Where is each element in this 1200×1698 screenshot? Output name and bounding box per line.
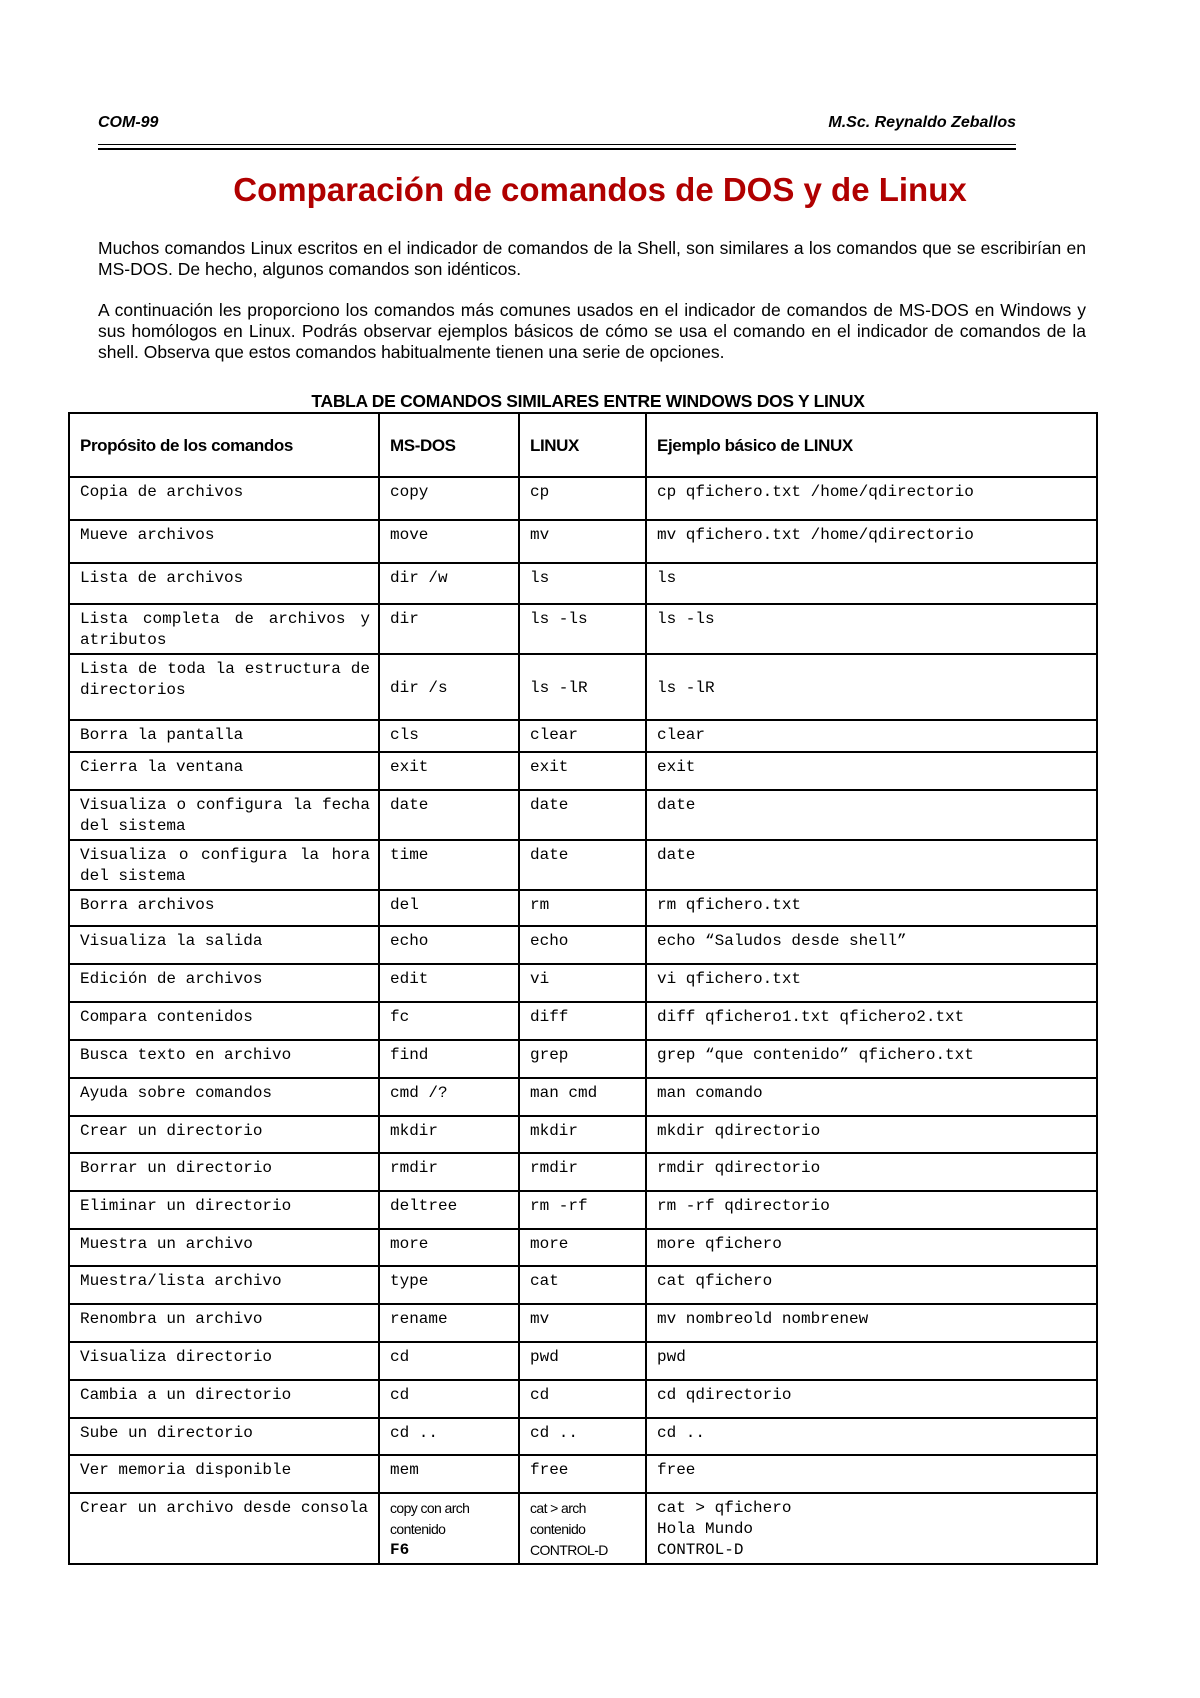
table-row bbox=[69, 1342, 1097, 1380]
cell-msdos: more bbox=[379, 1229, 519, 1266]
cell-msdos: rmdir bbox=[379, 1153, 519, 1191]
cell-purpose: Renombra un archivo bbox=[69, 1304, 379, 1342]
cell-purpose: Busca texto en archivo bbox=[69, 1040, 379, 1078]
cell-example: more qfichero bbox=[646, 1229, 1097, 1266]
cell-example: clear bbox=[646, 720, 1097, 752]
cell-example: grep “que contenido” qfichero.txt bbox=[646, 1040, 1097, 1078]
cell-linux: rm -rf bbox=[519, 1191, 646, 1229]
cell-linux: ls bbox=[519, 563, 646, 604]
cell-example: cd .. bbox=[646, 1418, 1097, 1455]
cell-example: echo “Saludos desde shell” bbox=[646, 926, 1097, 964]
header-linux: LINUX bbox=[519, 413, 646, 477]
cell-linux: man cmd bbox=[519, 1078, 646, 1116]
cell-msdos: fc bbox=[379, 1002, 519, 1040]
table-row bbox=[69, 1418, 1097, 1455]
cell-msdos: exit bbox=[379, 752, 519, 790]
cell-example: cat qfichero bbox=[646, 1266, 1097, 1304]
table-header-row bbox=[69, 413, 1097, 477]
cell-purpose: Mueve archivos bbox=[69, 520, 379, 563]
table-row bbox=[69, 520, 1097, 563]
cell-example-line: Hola Mundo bbox=[657, 1520, 754, 1538]
cell-purpose: Ayuda sobre comandos bbox=[69, 1078, 379, 1116]
cell-msdos: del bbox=[379, 890, 519, 926]
table-row bbox=[69, 964, 1097, 1002]
cell-msdos: date bbox=[379, 790, 519, 840]
cell-purpose: Muestra un archivo bbox=[69, 1229, 379, 1266]
table-row bbox=[69, 926, 1097, 964]
table-row bbox=[69, 654, 1097, 720]
cell-purpose: Visualiza o configura la hora del sistema bbox=[69, 840, 379, 890]
cell-linux: more bbox=[519, 1229, 646, 1266]
cell-purpose: Lista completa de archivos y atributos bbox=[69, 604, 379, 654]
header-purpose: Propósito de los comandos bbox=[69, 413, 379, 477]
cell-linux: rm bbox=[519, 890, 646, 926]
cell-msdos: dir bbox=[379, 604, 519, 654]
cell-linux: cat bbox=[519, 1266, 646, 1304]
cell-purpose: Edición de archivos bbox=[69, 964, 379, 1002]
cell-purpose: Ver memoria disponible bbox=[69, 1455, 379, 1493]
cell-example: rm -rf qdirectorio bbox=[646, 1191, 1097, 1229]
cell-linux: echo bbox=[519, 926, 646, 964]
cell-purpose: Eliminar un directorio bbox=[69, 1191, 379, 1229]
cell-linux: mv bbox=[519, 1304, 646, 1342]
table-row bbox=[69, 1380, 1097, 1418]
cell-linux bbox=[519, 1493, 646, 1564]
cell-purpose: Visualiza directorio bbox=[69, 1342, 379, 1380]
cell-example: ls -ls bbox=[646, 604, 1097, 654]
cell-linux-line: contenido bbox=[530, 1521, 586, 1537]
cell-example: mkdir qdirectorio bbox=[646, 1116, 1097, 1153]
cell-msdos: echo bbox=[379, 926, 519, 964]
cell-example: cp qfichero.txt /home/qdirectorio bbox=[646, 477, 1097, 520]
table-row bbox=[69, 1229, 1097, 1266]
cell-purpose: Crear un archivo desde consola bbox=[69, 1493, 379, 1564]
cell-linux: ls -lR bbox=[519, 654, 646, 720]
cell-linux: pwd bbox=[519, 1342, 646, 1380]
cell-linux: diff bbox=[519, 1002, 646, 1040]
cell-msdos-line: contenido bbox=[390, 1521, 446, 1537]
cell-example: pwd bbox=[646, 1342, 1097, 1380]
cell-example: rmdir qdirectorio bbox=[646, 1153, 1097, 1191]
header-msdos: MS-DOS bbox=[379, 413, 519, 477]
cell-msdos: copy bbox=[379, 477, 519, 520]
cell-purpose: Lista de toda la estructura de directorios bbox=[69, 654, 379, 720]
cell-example-line: CONTROL-D bbox=[657, 1541, 744, 1559]
cell-linux: cp bbox=[519, 477, 646, 520]
cell-msdos: rename bbox=[379, 1304, 519, 1342]
cell-purpose: Copia de archivos bbox=[69, 477, 379, 520]
cell-msdos: cd bbox=[379, 1342, 519, 1380]
table-row bbox=[69, 1304, 1097, 1342]
cell-msdos: dir /s bbox=[379, 654, 519, 720]
cell-example: vi qfichero.txt bbox=[646, 964, 1097, 1002]
cell-linux: exit bbox=[519, 752, 646, 790]
cell-purpose: Compara contenidos bbox=[69, 1002, 379, 1040]
cell-msdos: cd .. bbox=[379, 1418, 519, 1455]
cell-purpose: Borra archivos bbox=[69, 890, 379, 926]
cell-example: man comando bbox=[646, 1078, 1097, 1116]
table-row bbox=[69, 1078, 1097, 1116]
page-header bbox=[98, 114, 1016, 132]
cell-example: diff qfichero1.txt qfichero2.txt bbox=[646, 1002, 1097, 1040]
cell-linux: date bbox=[519, 840, 646, 890]
table-row bbox=[69, 563, 1097, 604]
cell-msdos: dir /w bbox=[379, 563, 519, 604]
table-row bbox=[69, 1455, 1097, 1493]
cell-purpose: Sube un directorio bbox=[69, 1418, 379, 1455]
cell-msdos: time bbox=[379, 840, 519, 890]
table-row bbox=[69, 604, 1097, 654]
table-row bbox=[69, 1002, 1097, 1040]
header-example: Ejemplo básico de LINUX bbox=[646, 413, 1097, 477]
header-rule bbox=[98, 144, 1016, 150]
cell-linux: mkdir bbox=[519, 1116, 646, 1153]
cell-msdos-line: F6 bbox=[390, 1541, 410, 1559]
commands-table bbox=[68, 412, 1098, 1565]
cell-linux: cd bbox=[519, 1380, 646, 1418]
cell-linux: ls -ls bbox=[519, 604, 646, 654]
cell-linux: free bbox=[519, 1455, 646, 1493]
table-row bbox=[69, 720, 1097, 752]
cell-msdos: cmd /? bbox=[379, 1078, 519, 1116]
cell-purpose: Borra la pantalla bbox=[69, 720, 379, 752]
cell-example: rm qfichero.txt bbox=[646, 890, 1097, 926]
table-row bbox=[69, 477, 1097, 520]
cell-linux: vi bbox=[519, 964, 646, 1002]
cell-example: mv nombreold nombrenew bbox=[646, 1304, 1097, 1342]
cell-msdos: find bbox=[379, 1040, 519, 1078]
author-name: M.Sc. Reynaldo Zeballos bbox=[828, 114, 1016, 131]
table-caption: TABLA DE COMANDOS SIMILARES ENTRE WINDOWS DOS Y LINUX bbox=[311, 391, 865, 411]
cell-msdos: cd bbox=[379, 1380, 519, 1418]
cell-linux-line: CONTROL-D bbox=[530, 1542, 608, 1558]
cell-purpose: Crear un directorio bbox=[69, 1116, 379, 1153]
table-row bbox=[69, 1040, 1097, 1078]
table-row bbox=[69, 840, 1097, 890]
cell-msdos bbox=[379, 1493, 519, 1564]
cell-msdos-line: copy con arch bbox=[390, 1500, 470, 1516]
table-row bbox=[69, 790, 1097, 840]
description-paragraph: A continuación les proporciono los comandos más comunes usados en el indicador de comandos de MS-DOS en Windows y sus homólogos en Linux. Podrás observar ejemplos básicos de cómo se usa el comando en el indicador de comandos de la shell. Observa que estos comandos habitualmente tienen una serie de opciones. bbox=[98, 300, 1086, 362]
cell-linux-line: cat > arch bbox=[530, 1500, 586, 1516]
table-row bbox=[69, 1116, 1097, 1153]
table-row bbox=[69, 1266, 1097, 1304]
cell-example: cd qdirectorio bbox=[646, 1380, 1097, 1418]
cell-example: date bbox=[646, 840, 1097, 890]
cell-linux: cd .. bbox=[519, 1418, 646, 1455]
cell-example-line: cat > qfichero bbox=[657, 1499, 792, 1517]
table-row bbox=[69, 1191, 1097, 1229]
cell-linux: date bbox=[519, 790, 646, 840]
cell-example: free bbox=[646, 1455, 1097, 1493]
cell-example: mv qfichero.txt /home/qdirectorio bbox=[646, 520, 1097, 563]
cell-linux: clear bbox=[519, 720, 646, 752]
cell-msdos: mkdir bbox=[379, 1116, 519, 1153]
cell-purpose: Visualiza la salida bbox=[69, 926, 379, 964]
cell-msdos: move bbox=[379, 520, 519, 563]
cell-msdos: deltree bbox=[379, 1191, 519, 1229]
table-row bbox=[69, 890, 1097, 926]
cell-example: exit bbox=[646, 752, 1097, 790]
cell-example: date bbox=[646, 790, 1097, 840]
cell-purpose: Cambia a un directorio bbox=[69, 1380, 379, 1418]
cell-purpose: Borrar un directorio bbox=[69, 1153, 379, 1191]
table-row bbox=[69, 1493, 1097, 1564]
cell-msdos: type bbox=[379, 1266, 519, 1304]
course-code: COM-99 bbox=[98, 114, 159, 131]
cell-example: ls -lR bbox=[646, 654, 1097, 720]
table-row bbox=[69, 1153, 1097, 1191]
cell-linux: mv bbox=[519, 520, 646, 563]
cell-linux: rmdir bbox=[519, 1153, 646, 1191]
cell-msdos: edit bbox=[379, 964, 519, 1002]
cell-example: ls bbox=[646, 563, 1097, 604]
intro-paragraph: Muchos comandos Linux escritos en el indicador de comandos de la Shell, son similares a los comandos que se escribirían en MS-DOS. De hecho, algunos comandos son idénticos. bbox=[98, 238, 1086, 279]
cell-purpose: Visualiza o configura la fecha del sistema bbox=[69, 790, 379, 840]
cell-purpose: Muestra/lista archivo bbox=[69, 1266, 379, 1304]
page-title: Comparación de comandos de DOS y de Linux bbox=[233, 171, 967, 208]
cell-msdos: cls bbox=[379, 720, 519, 752]
cell-purpose: Cierra la ventana bbox=[69, 752, 379, 790]
cell-example bbox=[646, 1493, 1097, 1564]
table-row bbox=[69, 752, 1097, 790]
cell-purpose: Lista de archivos bbox=[69, 563, 379, 604]
cell-msdos: mem bbox=[379, 1455, 519, 1493]
cell-linux: grep bbox=[519, 1040, 646, 1078]
